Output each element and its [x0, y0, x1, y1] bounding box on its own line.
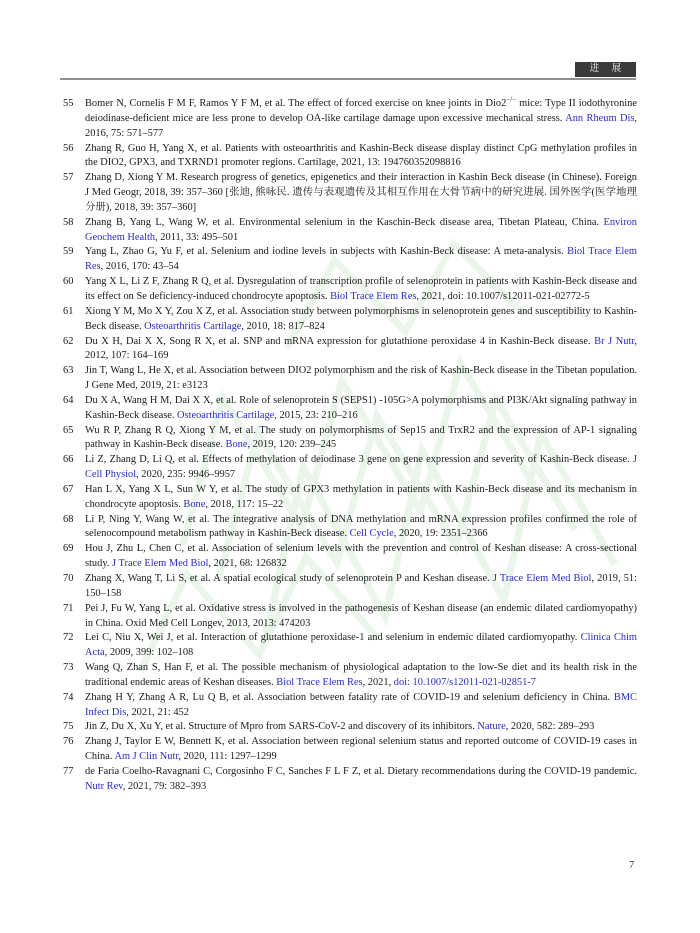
journal-link[interactable]: Br J Nutr	[594, 335, 635, 347]
text-segment: Bomer N, Cornelis F M F, Ramos Y F M, et al. The effect of forced exercise on knee joints in Dio2	[85, 98, 507, 109]
reference-item	[63, 765, 637, 795]
reference-text	[85, 306, 637, 332]
reference-text	[85, 514, 637, 540]
reference-item	[63, 216, 637, 246]
text-segment: , 2019, 120: 239–245	[247, 439, 337, 451]
reference-text	[85, 454, 637, 480]
journal-link[interactable]: Cell Cycle	[349, 528, 394, 540]
reference-text	[85, 172, 637, 213]
reference-text	[85, 766, 637, 792]
journal-link[interactable]: Environ Geochem Health	[85, 216, 637, 243]
reference-text	[85, 736, 637, 762]
reference-text	[85, 336, 637, 362]
reference-number: 68	[63, 513, 74, 525]
reference-item	[63, 171, 637, 216]
reference-item	[63, 513, 637, 543]
reference-item	[63, 424, 637, 454]
reference-number: 62	[63, 335, 74, 347]
journal-link[interactable]: Nutr Rev	[85, 780, 123, 792]
text-segment: Du X H, Dai X X, Song R X, et al. SNP and mRNA expression for glutathione peroxidase 4 in Kashin-Beck disease.	[85, 335, 595, 347]
reference-item	[63, 335, 637, 365]
journal-link[interactable]: J Cell Physiol	[85, 454, 637, 481]
text-segment: Zhang J, Taylor E W, Bennett K, et al. Association between regional selenium status and reported outcome of COVID-19 cases in China.	[85, 736, 637, 763]
reference-number: 56	[63, 142, 74, 154]
text-segment: , 2009, 399: 102–108	[104, 647, 194, 659]
text-segment: Lei C, Niu X, Wei J, et al. Interaction of glutathione peroxidase-1 and selenium in endemic dilated cardiomyopathy.	[85, 632, 581, 644]
reference-item	[63, 453, 637, 483]
text-segment: , 2015, 23: 210–216	[274, 409, 358, 421]
reference-item	[63, 661, 637, 691]
journal-link[interactable]: Clinica Chim Acta	[85, 632, 638, 659]
reference-text	[85, 721, 594, 732]
reference-number: 65	[63, 424, 74, 436]
reference-item	[63, 720, 637, 735]
journal-link[interactable]: J Trace Elem Med Biol	[492, 573, 592, 584]
reference-number: 74	[63, 691, 74, 703]
reference-number: 77	[63, 765, 74, 777]
text-segment: , 2012, 107: 164–169	[85, 335, 637, 362]
text-segment: , 2021, doi: 10.1007/s12011-021-02772-5	[416, 290, 590, 302]
text-segment: , 2016, 75: 571–577	[85, 112, 637, 139]
reference-number: 72	[63, 632, 74, 644]
reference-item	[63, 305, 637, 335]
reference-number: 61	[63, 305, 74, 317]
text-segment: Hou J, Zhu L, Chen C, et al. Association of selenium levels with the prevention and control of Keshan disease: A cross-sectional study.	[85, 543, 637, 570]
reference-number: 73	[63, 662, 74, 674]
text-segment: Zhang B, Yang L, Wang W, et al. Environmental selenium in the Kaschin-Beck disease area, Tibetan Plateau, China.	[85, 216, 604, 228]
text-segment: Wu R P, Zhang R Q, Xiong Y M, et al. The study on polymorphisms of Sep15 and TrxR2 and the expression of AP-1 signaling pathway in Kashin-Beck disease.	[85, 424, 637, 451]
reference-list	[63, 97, 637, 795]
text-segment: Zhang R, Guo H, Yang X, et al. Patients with osteoarthritis and Kashin-Beck disease display distinct CpG methylation profiles in the DIO2, GPX3, and TXRND1 promoter regions. Cartilage, 2021, 13: 194760352098816	[85, 142, 637, 169]
text-segment: Han L X, Yang X L, Sun W Y, et al. The study of GPX3 methylation in patients with Kashin-Beck disease and its mechanism in chondrocyte apoptosis.	[85, 483, 637, 510]
text-segment: Zhang X, Wang T, Li S, et al. A spatial ecological study of selenoprotein P and Keshan disease.	[85, 573, 493, 584]
text-segment: , 2010, 18: 817–824	[241, 320, 325, 332]
reference-number: 63	[63, 365, 74, 377]
reference-item	[63, 572, 637, 602]
reference-number: 55	[63, 98, 74, 109]
text-segment: , 2021, 79: 382–393	[122, 780, 207, 792]
text-segment: , 2020, 235: 9946–9957	[136, 469, 236, 481]
reference-text	[85, 217, 637, 243]
text-segment: , 2021, 68: 126832	[208, 558, 287, 570]
journal-link[interactable]: Nature	[477, 721, 506, 733]
reference-number: 76	[63, 736, 74, 748]
reference-number: 75	[63, 721, 74, 733]
journal-link[interactable]: BMC Infect Dis	[85, 691, 637, 718]
text-segment: Zhang H Y, Zhang A R, Lu Q B, et al. Association between fatality rate of COVID-19 and selenium deficiency in China.	[85, 691, 614, 703]
text-segment: , 2020, 582: 289–293	[505, 721, 595, 733]
reference-item	[63, 364, 637, 394]
journal-link[interactable]: Ann Rheum Dis	[565, 112, 635, 124]
reference-item	[63, 735, 637, 765]
reference-text	[85, 662, 637, 688]
reference-item	[63, 691, 637, 721]
page-number: 7	[629, 860, 635, 871]
reference-text	[85, 276, 637, 302]
journal-link[interactable]: Osteoarthritis Cartilage	[144, 320, 242, 332]
text-segment: Pei J, Fu W, Yang L, et al. Oxidative stress is involved in the pathogenesis of Keshan disease (an endemic dilated cardiomyopathy) in China. Oxid Med Cell Longev, 2013, 2013: 474203	[85, 602, 637, 629]
text-segment: Zhang D, Xiong Y M. Research progress of genetics, epigenetics and their interaction in Kashin Beck disease (in Chinese). Foreign J Med Geogr, 2018, 39: 357–360 [张迪, 熊咏民. 遗传与表观遗传及其相互作用在大骨节病中的研究进展. 国外医学(医学地理分册), 2018, 39: 357–360]	[85, 172, 637, 213]
journal-link[interactable]: doi: 10.1007/s12011-021-02851-7	[393, 676, 536, 688]
reference-text	[85, 573, 637, 599]
journal-link[interactable]: Biol Trace Elem Res	[330, 290, 417, 302]
reference-item	[63, 394, 637, 424]
text-segment: , 2011, 33: 495–501	[155, 231, 239, 243]
text-segment: Yang X L, Li Z F, Zhang R Q, et al. Dysregulation of transcription profile of selenoprotein in patients with Kashin-Beck disease and its effect on Se deficiency-induced chondrocyte apoptosis.	[85, 276, 637, 302]
journal-link[interactable]: Osteoarthritis Cartilage	[177, 409, 275, 421]
text-segment: , 2018, 117: 15–22	[205, 498, 284, 510]
reference-number: 66	[63, 454, 74, 466]
text-segment: Wang Q, Zhan S, Han F, et al. The possible mechanism of physiological adaptation to the low-Se diet and its health risk in the traditional endemic areas of Keshan diseases.	[85, 662, 637, 688]
reference-text	[85, 143, 637, 169]
reference-item	[63, 631, 637, 661]
reference-text	[85, 246, 637, 272]
text-segment: Jin T, Wang L, He X, et al. Association between DIO2 polymorphism and the risk of Kashin-Beck disease in the Tibetan population. J Gene Med, 2019, 21: e3123	[85, 365, 637, 392]
header-rule	[60, 78, 636, 80]
text-segment: de Faria Coelho-Ravagnani C, Corgosinho F C, Sanches F L F Z, et al. Dietary recommendations during the COVID-19 pandemic.	[85, 765, 637, 777]
text-segment: , 2020, 19: 2351–2366	[393, 528, 488, 540]
reference-number: 57	[63, 172, 74, 184]
text-segment: , 2020, 111: 1297–1299	[178, 751, 277, 763]
text-segment: Jin Z, Du X, Xu Y, et al. Structure of Mpro from SARS-CoV-2 and discovery of its inhibitors.	[85, 721, 478, 733]
reference-number: 70	[63, 573, 74, 584]
reference-item	[63, 142, 637, 172]
reference-item	[63, 602, 637, 632]
reference-number: 71	[63, 602, 74, 614]
superscript-text: −/−	[506, 95, 517, 104]
reference-text	[85, 484, 637, 510]
journal-link[interactable]: Am J Clin Nutr	[114, 751, 179, 763]
journal-link[interactable]: Bone	[225, 439, 248, 451]
reference-item	[63, 275, 637, 305]
reference-number: 69	[63, 543, 74, 555]
text-segment: Li Z, Zhang D, Li Q, et al. Effects of methylation of deiodinase 3 gene on gene expression and severity of Kashin-Beck disease.	[85, 454, 633, 466]
journal-link[interactable]: Biol Trace Elem Res	[276, 676, 363, 688]
reference-text	[85, 632, 637, 658]
reference-text	[85, 425, 637, 451]
reference-text	[85, 543, 637, 569]
text-segment: Xiong Y M, Mo X Y, Zou X Z, et al. Association study between polymorphisms in selenoprotein genes and susceptibility to Kashin-Beck disease.	[85, 305, 637, 332]
text-segment: , 2021, 21: 452	[126, 706, 189, 718]
reference-text	[85, 603, 637, 629]
journal-link[interactable]: J Trace Elem Med Biol	[112, 558, 209, 570]
journal-link[interactable]: Biol Trace Elem Res	[85, 246, 637, 273]
reference-number: 60	[63, 276, 74, 288]
journal-link[interactable]: Bone	[183, 498, 206, 510]
reference-text	[85, 395, 637, 421]
section-tag: 进 展	[575, 62, 636, 77]
text-segment: Li P, Ning Y, Wang W, et al. The integrative analysis of DNA methylation and mRNA expression profiles confirmed the role of selenocompound metabolism pathway in Kashin-Beck disease.	[85, 513, 637, 540]
reference-item	[63, 483, 637, 513]
reference-number: 67	[63, 483, 74, 495]
reference-item	[63, 97, 637, 142]
reference-number: 58	[63, 216, 74, 228]
reference-item	[63, 542, 637, 572]
text-segment: Yang L, Zhao G, Yu F, et al. Selenium and iodine levels in subjects with Kashin-Beck disease: A meta-analysis.	[85, 246, 568, 258]
text-segment: , 2019, 51: 150–158	[85, 573, 637, 599]
reference-text	[85, 365, 637, 391]
reference-text	[85, 692, 637, 718]
text-segment: Du X A, Wang H M, Dai X X, et al. Role of selenoprotein S (SEPS1) -105G>A polymorphisms and PI3K/Akt signaling pathway in Kashin-Beck disease.	[85, 394, 637, 421]
text-segment: mice: Type II iodothyronine deiodinase-deficient mice are less prone to develop OA-like cartilage damage upon excessive mechanical stress.	[85, 98, 637, 124]
text-segment: , 2016, 170: 43–54	[100, 261, 179, 273]
reference-item	[63, 245, 637, 275]
text-segment: , 2021,	[362, 676, 394, 688]
reference-number: 64	[63, 394, 74, 406]
reference-number: 59	[63, 246, 74, 258]
reference-text	[85, 95, 637, 139]
